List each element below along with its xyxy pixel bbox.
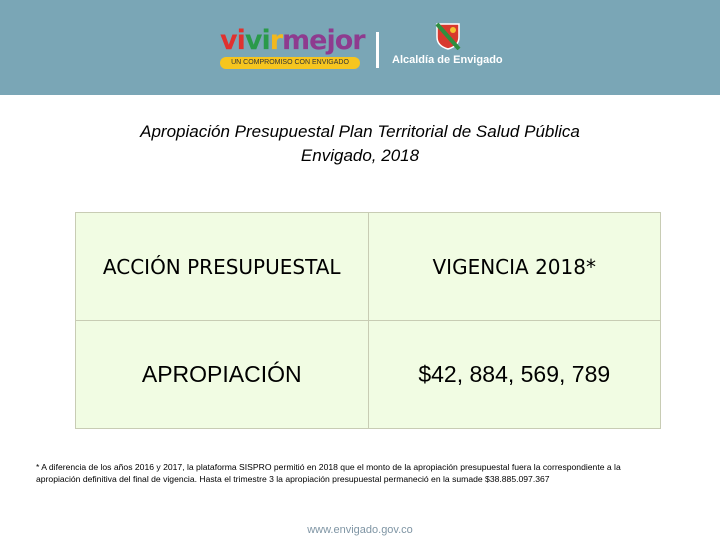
budget-table <box>75 212 661 429</box>
title-line-1: Apropiación Presupuestal Plan Territorial de Salud Pública <box>140 122 580 141</box>
logo-divider <box>376 32 379 68</box>
alcaldia-label: Alcaldía de Envigado <box>392 54 503 66</box>
footnote: * A diferencia de los años 2016 y 2017, la plataforma SISPRO permitió en 2018 que el monto de la apropiación presupuestal fuera la correspondiente a la apropiación definitiva del final de vigencia. Hasta el trimestre 3 la apropiación presupuestal permaneció en la sumade $38.885.097.367 <box>36 462 621 484</box>
vivir-mejor-logo <box>216 24 364 72</box>
logo-wordmark: vivirmejor <box>220 25 365 56</box>
header-vigencia: VIGENCIA 2018* <box>368 213 661 321</box>
footer-url: www.envigado.gov.co <box>307 524 413 536</box>
page-title <box>40 120 680 168</box>
table-row <box>76 321 661 429</box>
header-accion: ACCIÓN PRESUPUESTAL <box>76 213 369 321</box>
header-banner <box>0 0 720 95</box>
shield-icon <box>434 22 462 50</box>
cell-amount: $42, 884, 569, 789 <box>368 321 661 429</box>
logo-tagline: UN COMPROMISO CON ENVIGADO <box>220 57 360 69</box>
alcaldia-logo <box>392 22 512 72</box>
cell-apropiacion: APROPIACIÓN <box>76 321 369 429</box>
table-header-row <box>76 213 661 321</box>
title-line-2: Envigado, 2018 <box>300 146 420 165</box>
